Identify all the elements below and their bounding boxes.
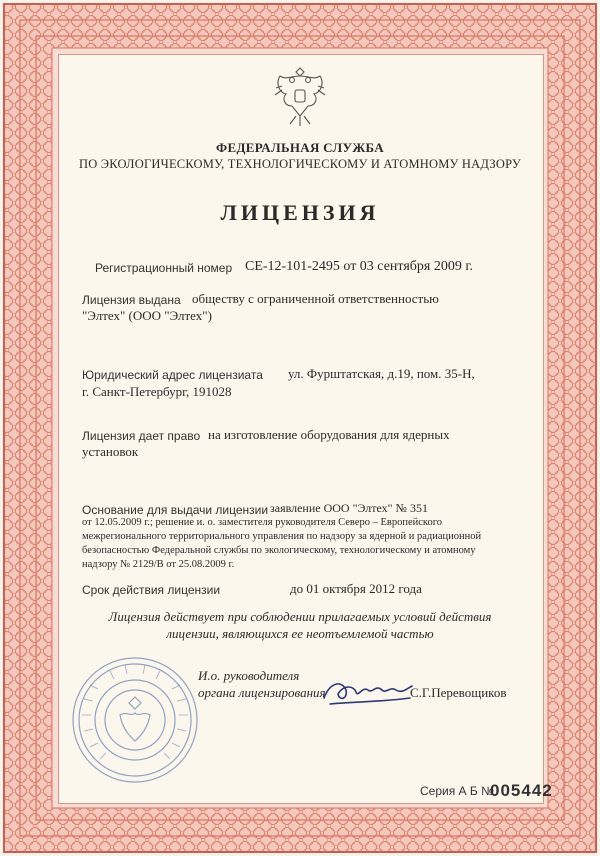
issued-to-label: Лицензия выдана [82,293,181,307]
handwritten-signature [320,672,415,712]
validity-label: Срок действия лицензии [82,583,221,597]
validity-value: до 01 октября 2012 года [290,581,422,596]
basis-line3: межрегионального территориального управления по надзору за ядерной и радиационной [82,531,482,542]
signatory-role-line2: органа лицензирования [198,685,326,700]
agency-name-line2: ПО ЭКОЛОГИЧЕСКОМУ, ТЕХНОЛОГИЧЕСКОМУ И АТОМНОМУ НАДЗОРУ [79,157,521,171]
round-official-seal-icon [70,655,200,785]
address-line2: г. Санкт-Петербург, 191028 [82,384,232,399]
document-title: ЛИЦЕНЗИЯ [220,200,380,225]
basis-line1: заявление ООО "Элтех" № 351 [270,501,428,515]
rights-line2: установок [82,444,139,459]
series-number: 005442 [490,781,553,800]
rights-label: Лицензия дает право [82,429,201,443]
double-headed-eagle-emblem-icon [270,62,330,128]
issued-to-line1: обществу с ограниченной ответственностью [192,291,439,306]
registration-value: СЕ-12-101-2495 от 03 сентября 2009 г. [245,259,473,274]
conditions-line1: Лицензия действует при соблюдении прилагаемых условий действия [108,609,492,624]
signatory-name: С.Г.Перевощиков [410,685,507,700]
basis-label: Основание для выдачи лицензии [82,503,269,517]
agency-name-line1: ФЕДЕРАЛЬНАЯ СЛУЖБА [216,140,384,155]
rights-line1: на изготовление оборудования для ядерных [208,427,450,442]
issued-to-line2: "Элтех" (ООО "Элтех") [82,308,212,323]
address-label: Юридический адрес лицензиата [82,368,263,382]
basis-line5: надзору № 2129/В от 25.08.2009 г. [82,559,235,570]
address-line1: ул. Фурштатская, д.19, пом. 35-Н, [288,366,475,381]
basis-line2: от 12.05.2009 г.; решение и. о. заместителя руководителя Северо – Европейского [82,517,443,528]
registration-label: Регистрационный номер [95,261,233,275]
basis-line4: безопасностью Федеральной службы по экологическому, технологическому и атомному [82,545,476,556]
signatory-role-line1: И.о. руководителя [198,668,300,683]
series-label: Серия А Б № [420,784,494,798]
conditions-line2: лицензии, являющихся ее неотъемлемой частью [166,626,434,641]
